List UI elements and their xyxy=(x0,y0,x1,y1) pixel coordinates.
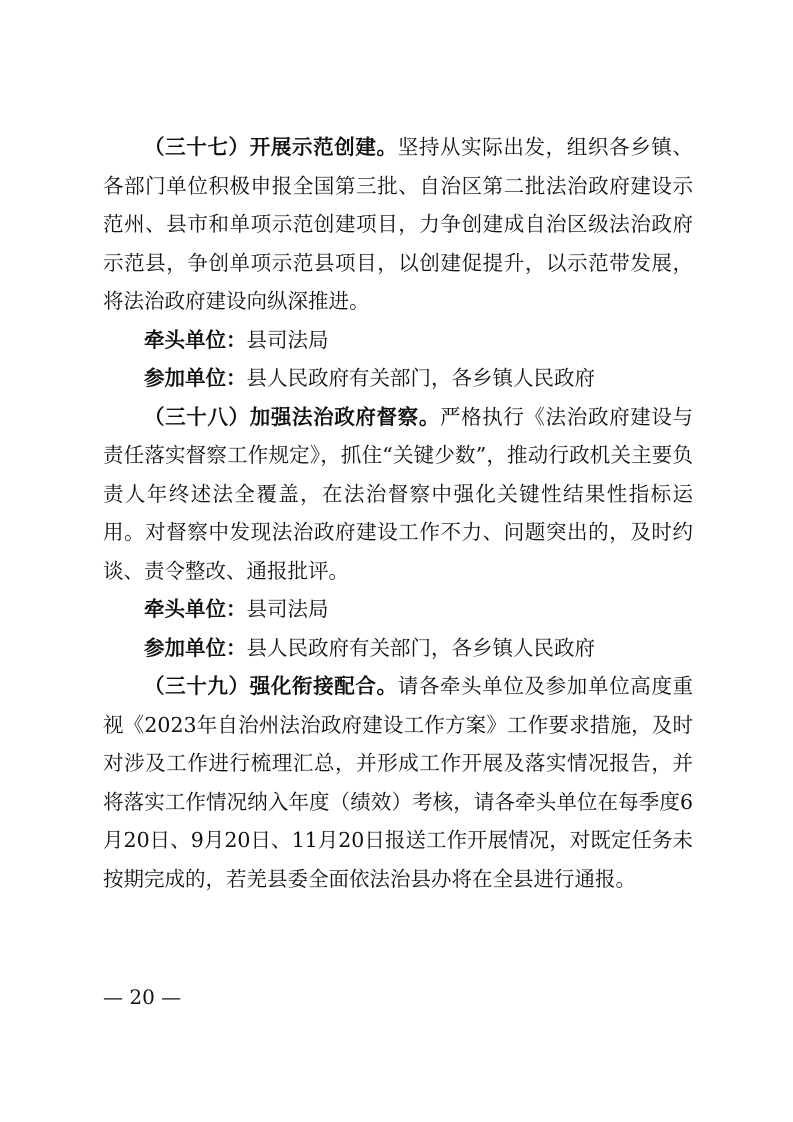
participating-units-label: 参加单位： xyxy=(144,635,247,660)
section-37-paragraph xyxy=(103,128,693,321)
participating-units-value: 县人民政府有关部门，各乡镇人民政府 xyxy=(246,366,595,390)
section-38-participating-units xyxy=(103,629,693,668)
lead-unit-value: 县司法局 xyxy=(246,327,329,352)
lead-unit-label: 牵头单位： xyxy=(144,327,247,352)
lead-unit-value: 县司法局 xyxy=(246,597,329,621)
section-38-body: 严格执行《法治政府建设与责任落实督察工作规定》，抓住“关键少数”，推动行政机关主要负责人年终述法全覆盖，在法治督察中强化关键性结果性指标运用。对督察中发现法治政府建设工作不力、问题突出的，及时约谈、责令整改、通报批评。 xyxy=(103,404,694,583)
document-body xyxy=(103,128,693,898)
section-37-lead-unit xyxy=(103,321,693,360)
lead-unit-label: 牵头单位： xyxy=(144,597,247,621)
section-38-paragraph xyxy=(103,398,693,591)
section-37-participating-units xyxy=(103,359,693,398)
section-38-heading: （三十八）加强法治政府督察。 xyxy=(144,404,440,429)
page-number: — 20 — xyxy=(103,985,182,1009)
participating-units-value: 县人民政府有关部门，各乡镇人民政府 xyxy=(246,635,595,660)
participating-units-label: 参加单位： xyxy=(144,366,247,390)
section-39-heading: （三十九）强化衔接配合。 xyxy=(144,674,398,698)
section-39-body: 请各牵头单位及参加单位高度重视《2023年自治州法治政府建设工作方案》工作要求措施，及时对涉及工作进行梳理汇总，并形成工作开展及落实情况报告，并将落实工作情况纳入年度（绩效）考核，请各牵头单位在每季度6月20日、9月20日、11月20日报送工作开展情况，对既定任务未按期完成的，若羌县委全面依法治县办将在全县进行通报。 xyxy=(103,674,694,891)
section-37-body: 坚持从实际出发，组织各乡镇、各部门单位积极申报全国第三批、自治区第二批法治政府建设示范州、县市和单项示范创建项目，力争创建成自治区级法治政府示范县，争创单项示范县项目，以创建促提升，以示范带发展，将法治政府建设向纵深推进。 xyxy=(103,135,694,313)
section-38-lead-unit xyxy=(103,590,693,629)
section-37-heading: （三十七）开展示范创建。 xyxy=(144,135,398,159)
section-39-paragraph xyxy=(103,667,693,898)
